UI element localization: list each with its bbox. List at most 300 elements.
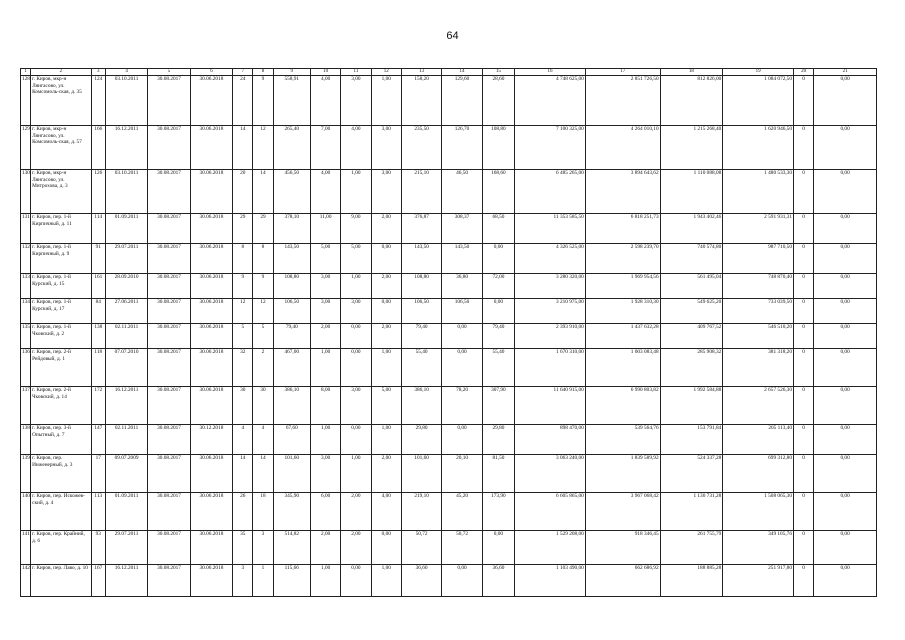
table-cell: 16.12.2011 (105, 565, 147, 597)
table-cell: 3 210 975,00 (515, 299, 586, 324)
table-cell: 114 (91, 214, 105, 244)
table-cell: 0 (793, 214, 813, 244)
table-cell: 30.12.2018 (190, 425, 232, 455)
table-cell: 1,00 (341, 170, 371, 214)
table-cell: 2,00 (371, 455, 401, 493)
table-cell: 381 318,20 (723, 349, 794, 387)
table-cell: 9 (253, 76, 273, 126)
table-cell: 3 967 068,42 (585, 493, 660, 531)
table-cell: 0 (793, 455, 813, 493)
table-cell: 30.08.2017 (148, 170, 190, 214)
page-number: 64 (446, 30, 459, 42)
table-cell: 30.06.2018 (190, 76, 232, 126)
row-number-cell: 138 (21, 425, 31, 455)
table-cell: 45,20 (442, 493, 482, 531)
table-cell: 918 346,45 (585, 531, 660, 565)
row-number-cell: 128 (21, 76, 31, 126)
table-cell: 2 851 726,50 (585, 76, 660, 126)
table-cell: 30 (233, 387, 253, 425)
table-cell: 0,00 (814, 324, 877, 349)
table-cell: 143,50 (442, 244, 482, 274)
table-cell: 158,20 (401, 76, 441, 126)
table-cell: 84 (91, 299, 105, 324)
table-cell: 6,00 (310, 493, 340, 531)
table-cell: 0,00 (814, 387, 877, 425)
table-cell: 546 510,20 (723, 324, 794, 349)
table-cell: 30.06.2018 (190, 274, 232, 299)
table-cell: 0,00 (341, 565, 371, 597)
row-number-cell: 130 (21, 170, 31, 214)
table-cell: 2 393 910,00 (515, 324, 586, 349)
address-cell: г. Киров, пер. 1-й Кирпичный, д. 11 (31, 214, 92, 244)
table-cell: 2 598 239,70 (585, 244, 660, 274)
table-cell: 561 495,04 (660, 274, 723, 299)
table-row (21, 387, 877, 425)
table-cell: 1 508 065,30 (723, 493, 794, 531)
table-cell: 0 (793, 274, 813, 299)
table-cell: 812 826,00 (660, 76, 723, 126)
table-cell: 1 943 402,46 (660, 214, 723, 244)
table-cell: 30.06.2018 (190, 244, 232, 274)
address-cell: г. Киров, пер. 1-й Кирпичный, д. 9 (31, 244, 92, 274)
table-cell: 30.06.2018 (190, 214, 232, 244)
table-cell: 143,50 (401, 244, 441, 274)
table-cell: 124 (91, 76, 105, 126)
table-cell: 3 063 240,00 (515, 455, 586, 493)
table-cell: 0,00 (442, 349, 482, 387)
table-cell: 9,00 (341, 214, 371, 244)
table-cell: 2,00 (371, 274, 401, 299)
row-number-cell: 136 (21, 349, 31, 387)
table-cell: 0,00 (814, 565, 877, 597)
table-cell: 3,00 (310, 299, 340, 324)
table-cell: 50,72 (442, 531, 482, 565)
column-number: 5 (148, 69, 190, 76)
table-cell: 16.12.2011 (105, 387, 147, 425)
table-cell: 36,80 (442, 274, 482, 299)
table-cell: 265,40 (273, 126, 310, 170)
address-cell: г. Киров, мкр-н Лянгасово, ул. Комсомоль-ская, д. 35 (31, 76, 92, 126)
table-cell: 14 (253, 455, 273, 493)
table-row (21, 324, 877, 349)
table-cell: 26 (233, 493, 253, 531)
row-number-cell: 133 (21, 274, 31, 299)
table-cell: 0,00 (341, 425, 371, 455)
table-cell: 1 670 310,00 (515, 349, 586, 387)
table-cell: 235,50 (401, 126, 441, 170)
table-cell: 0 (793, 349, 813, 387)
table-cell: 0,00 (442, 425, 482, 455)
column-number-row (21, 69, 877, 76)
table-cell: 30.08.2017 (148, 214, 190, 244)
table-cell: 0,00 (371, 531, 401, 565)
table-cell: 14 (253, 170, 273, 214)
table-cell: 0,00 (814, 244, 877, 274)
address-cell: г. Киров, пер. 1-й Курский, д. 15 (31, 274, 92, 299)
table-cell: 8 (253, 244, 273, 274)
table-cell: 29 (253, 214, 273, 244)
table-cell: 29.07.2011 (105, 531, 147, 565)
table-cell: 4 326 525,00 (515, 244, 586, 274)
table-cell: 8,00 (310, 387, 340, 425)
table-cell: 699 312,80 (723, 455, 794, 493)
row-number-cell: 135 (21, 324, 31, 349)
table-cell: 3 (233, 565, 253, 597)
table-cell: 8 (233, 244, 253, 274)
address-cell: г. Киров, пер. Искожев-ский, д. 4 (31, 493, 92, 531)
table-cell: 6 605 865,00 (515, 493, 586, 531)
table-cell: 30.08.2017 (148, 425, 190, 455)
table-cell: 5,00 (371, 387, 401, 425)
table-row (21, 425, 877, 455)
table-cell: 166 (91, 126, 105, 170)
table-cell: 376,87 (401, 214, 441, 244)
column-number: 13 (401, 69, 441, 76)
table-cell: 1,00 (371, 349, 401, 387)
address-cell: г. Киров, пер. Крайний, д. 6 (31, 531, 92, 565)
table-cell: 0,00 (482, 531, 514, 565)
table-cell: 30 (253, 387, 273, 425)
table-cell: 514,82 (273, 531, 310, 565)
table-cell: 46,50 (442, 170, 482, 214)
table-cell: 2,00 (341, 493, 371, 531)
column-number: 10 (310, 69, 340, 76)
table-cell: 07.07.2010 (105, 349, 147, 387)
table-cell: 14 (233, 455, 253, 493)
table-cell: 3,00 (371, 126, 401, 170)
table-cell: 0,00 (814, 425, 877, 455)
table-cell: 30.08.2017 (148, 244, 190, 274)
table-cell: 3 (253, 531, 273, 565)
table-cell: 0 (793, 425, 813, 455)
table-cell: 101,60 (401, 455, 441, 493)
table-cell: 30.06.2018 (190, 455, 232, 493)
table-cell: 0,00 (814, 349, 877, 387)
table-cell: 4,00 (341, 126, 371, 170)
table-cell: 30.06.2018 (190, 565, 232, 597)
table-cell: 0,00 (442, 565, 482, 597)
table-cell: 0,00 (814, 170, 877, 214)
table-cell: 3 894 643,62 (585, 170, 660, 214)
table-cell: 3,00 (310, 274, 340, 299)
table-cell: 167 (91, 565, 105, 597)
table-cell: 30.08.2017 (148, 455, 190, 493)
table-cell: 1 437 632,28 (585, 324, 660, 349)
table-cell: 0 (793, 493, 813, 531)
table-cell: 5,00 (341, 244, 371, 274)
table-cell: 20 (233, 170, 253, 214)
table-cell: 30.08.2017 (148, 531, 190, 565)
column-number: 14 (442, 69, 482, 76)
table-cell: 7,00 (310, 126, 340, 170)
table-cell: 55,40 (482, 349, 514, 387)
table-cell: 2,00 (341, 531, 371, 565)
table-cell: 36,60 (401, 565, 441, 597)
table-cell: 5 (233, 324, 253, 349)
table-cell: 02.11.2011 (105, 324, 147, 349)
table-cell: 386,10 (401, 387, 441, 425)
row-number-cell: 139 (21, 455, 31, 493)
table-row (21, 76, 877, 126)
table-cell: 55,40 (401, 349, 441, 387)
table-cell: 539 564,76 (585, 425, 660, 455)
column-number: 6 (190, 69, 232, 76)
table-cell: 1 620 946,50 (723, 126, 794, 170)
table-cell: 307,90 (482, 387, 514, 425)
table-cell: 30.06.2018 (190, 493, 232, 531)
column-number: 3 (91, 69, 105, 76)
table-cell: 6 990 803,82 (585, 387, 660, 425)
table-cell: 14 (233, 126, 253, 170)
table-cell: 17 (91, 455, 105, 493)
table-cell: 30.06.2018 (190, 531, 232, 565)
address-cell: г. Киров, пер. Лаво, д. 10 (31, 565, 92, 597)
table-cell: 67,60 (273, 425, 310, 455)
column-number: 11 (341, 69, 371, 76)
table-cell: 101,60 (273, 455, 310, 493)
table-cell: 106,50 (273, 299, 310, 324)
row-number-cell: 131 (21, 214, 31, 244)
table-cell: 18 (253, 493, 273, 531)
table-cell: 0 (793, 244, 813, 274)
table-row (21, 565, 877, 597)
table-cell: 30.06.2018 (190, 349, 232, 387)
table-cell: 81,50 (482, 455, 514, 493)
table-cell: 50,72 (401, 531, 441, 565)
table-cell: 2,00 (310, 531, 340, 565)
table-cell: 5,00 (310, 244, 340, 274)
column-number: 9 (273, 69, 310, 76)
table-cell: 24 (233, 76, 253, 126)
table-cell: 378,10 (273, 214, 310, 244)
table-cell: 0 (793, 299, 813, 324)
table-cell: 0,00 (814, 76, 877, 126)
address-cell: г. Киров, пер. 1-й Чковский, д. 2 (31, 324, 92, 349)
table-cell: 28.09.2010 (105, 274, 147, 299)
table-cell: 1 992 584,88 (660, 387, 723, 425)
table-cell: 108,80 (273, 274, 310, 299)
table-cell: 409 767,52 (660, 324, 723, 349)
table-cell: 29,80 (482, 425, 514, 455)
table-cell: 188 885,28 (660, 565, 723, 597)
table-row (21, 299, 877, 324)
table-cell: 20,10 (442, 455, 482, 493)
table-cell: 4,00 (310, 170, 340, 214)
table-cell: 172 (91, 387, 105, 425)
table-cell: 1,00 (310, 565, 340, 597)
table-row (21, 493, 877, 531)
table-cell: 0 (793, 76, 813, 126)
table-cell: 12 (253, 299, 273, 324)
table-cell: 4 748 625,00 (515, 76, 586, 126)
address-cell: г. Киров, пер. 2-й Чковский, д. 14 (31, 387, 92, 425)
row-number-cell: 137 (21, 387, 31, 425)
address-cell: г. Киров, мкр-н Лянгасово, ул. Митрохова, д. 3 (31, 170, 92, 214)
table-cell: 2 657 526,30 (723, 387, 794, 425)
address-cell: г. Киров, пер. Инженерный, д. 3 (31, 455, 92, 493)
table-cell: 9 (233, 274, 253, 299)
table-cell: 1,00 (371, 565, 401, 597)
address-cell: г. Киров, пер. 2-й Рейдовый, д. 1 (31, 349, 92, 387)
table-cell: 1,00 (371, 425, 401, 455)
housing-register-table (20, 68, 877, 597)
table-cell: 0,00 (371, 299, 401, 324)
table-cell: 1 839 589,92 (585, 455, 660, 493)
table-cell: 4,00 (310, 76, 340, 126)
row-number-cell: 142 (21, 565, 31, 597)
table-cell: 215,10 (401, 170, 441, 214)
table-cell: 1,00 (371, 76, 401, 126)
table-cell: 3,00 (341, 387, 371, 425)
table-cell: 01.09.2011 (105, 214, 147, 244)
table-cell: 153 791,84 (660, 425, 723, 455)
table-cell: 12 (253, 126, 273, 170)
table-cell: 115,66 (273, 565, 310, 597)
table-cell: 733 039,50 (723, 299, 794, 324)
table-cell: 11,00 (310, 214, 340, 244)
table-cell: 0 (793, 531, 813, 565)
table-cell: 91 (91, 244, 105, 274)
column-number: 1 (21, 69, 31, 76)
table-cell: 30.06.2018 (190, 324, 232, 349)
table-cell: 126,70 (442, 126, 482, 170)
table-cell: 285 908,32 (660, 349, 723, 387)
table-cell: 12 (233, 299, 253, 324)
table-cell: 108,80 (482, 126, 514, 170)
table-cell: 524 337,28 (660, 455, 723, 493)
table-cell: 3 280 320,00 (515, 274, 586, 299)
table-cell: 0,00 (482, 299, 514, 324)
table-cell: 456,50 (273, 170, 310, 214)
table-cell: 898 470,00 (515, 425, 586, 455)
table-cell: 219,10 (401, 493, 441, 531)
table-cell: 2 (253, 349, 273, 387)
table-cell: 345,90 (273, 493, 310, 531)
table-cell: 4 (253, 425, 273, 455)
table-cell: 2 591 931,31 (723, 214, 794, 244)
column-number: 18 (660, 69, 723, 76)
table-cell: 93 (91, 531, 105, 565)
table-cell: 1 103 490,00 (515, 565, 586, 597)
table-cell: 1,00 (310, 425, 340, 455)
table-cell: 0,00 (482, 244, 514, 274)
table-cell: 11 640 915,00 (515, 387, 586, 425)
table-cell: 106,50 (442, 299, 482, 324)
table-row (21, 455, 877, 493)
table-cell: 0,00 (814, 299, 877, 324)
table-cell: 1 928 310,30 (585, 299, 660, 324)
table-cell: 168,60 (482, 170, 514, 214)
table-cell: 0,00 (341, 349, 371, 387)
table-cell: 30.06.2018 (190, 387, 232, 425)
table-cell: 6 818 251,73 (585, 214, 660, 244)
table-cell: 0,00 (814, 274, 877, 299)
table-cell: 3,00 (341, 299, 371, 324)
table-cell: 0,00 (814, 493, 877, 531)
table-cell: 28,60 (482, 76, 514, 126)
table-cell: 30.06.2018 (190, 299, 232, 324)
table-cell: 161 (91, 274, 105, 299)
table-cell: 30.08.2017 (148, 126, 190, 170)
row-number-cell: 141 (21, 531, 31, 565)
table-row (21, 274, 877, 299)
column-number: 12 (371, 69, 401, 76)
table-cell: 987 710,50 (723, 244, 794, 274)
table-cell: 4 264 010,10 (585, 126, 660, 170)
table-cell: 0,00 (341, 324, 371, 349)
table-cell: 79,40 (482, 324, 514, 349)
table-cell: 205 113,40 (723, 425, 794, 455)
table-cell: 0 (793, 170, 813, 214)
table-cell: 261 755,79 (660, 531, 723, 565)
table-cell: 72,00 (482, 274, 514, 299)
column-number: 8 (253, 69, 273, 76)
table-cell: 2,00 (371, 214, 401, 244)
table-cell: 1 110 088,08 (660, 170, 723, 214)
row-number-cell: 134 (21, 299, 31, 324)
table-row (21, 349, 877, 387)
table-cell: 27.06.2011 (105, 299, 147, 324)
table-cell: 118 (91, 349, 105, 387)
table-cell: 9 (253, 274, 273, 299)
table-cell: 1,00 (341, 274, 371, 299)
table-cell: 78,20 (442, 387, 482, 425)
table-cell: 138 (91, 324, 105, 349)
table-cell: 106,50 (401, 299, 441, 324)
table-cell: 35 (233, 531, 253, 565)
table-cell: 3,00 (371, 170, 401, 214)
column-number: 17 (585, 69, 660, 76)
table-cell: 29,80 (401, 425, 441, 455)
table-cell: 173,90 (482, 493, 514, 531)
table-cell: 143,50 (273, 244, 310, 274)
table-cell: 0,00 (371, 244, 401, 274)
table-cell: 36,60 (482, 565, 514, 597)
table-cell: 30.08.2017 (148, 387, 190, 425)
table-cell: 1 529 208,00 (515, 531, 586, 565)
table-cell: 1 130 731,28 (660, 493, 723, 531)
table-cell: 0 (793, 565, 813, 597)
column-number: 15 (482, 69, 514, 76)
table-cell: 5 (253, 324, 273, 349)
table-cell: 29 (233, 214, 253, 244)
table-row (21, 214, 877, 244)
column-number: 16 (515, 69, 586, 76)
table-row (21, 126, 877, 170)
table-cell: 748 870,40 (723, 274, 794, 299)
table-cell: 2,00 (310, 324, 340, 349)
table-cell: 68,50 (482, 214, 514, 244)
table-cell: 0 (793, 324, 813, 349)
table-cell: 0 (793, 126, 813, 170)
table-cell: 0,00 (442, 324, 482, 349)
column-number: 19 (723, 69, 794, 76)
table-cell: 251 917,80 (723, 565, 794, 597)
table-cell: 308,37 (442, 214, 482, 244)
table-cell: 3,00 (341, 76, 371, 126)
address-cell: г. Киров, пер. 1-й Курский, д. 17 (31, 299, 92, 324)
table-cell: 30.06.2018 (190, 170, 232, 214)
address-cell: г. Киров, пер. 3-й Опытный, д. 7 (31, 425, 92, 455)
table-cell: 30.08.2017 (148, 274, 190, 299)
table-cell: 01.09.2011 (105, 493, 147, 531)
table-cell: 4 (233, 425, 253, 455)
table-cell: 30.08.2017 (148, 493, 190, 531)
table-cell: 558,91 (273, 76, 310, 126)
table-cell: 4,00 (371, 493, 401, 531)
table-cell: 79,40 (401, 324, 441, 349)
table-cell: 03.10.2011 (105, 76, 147, 126)
